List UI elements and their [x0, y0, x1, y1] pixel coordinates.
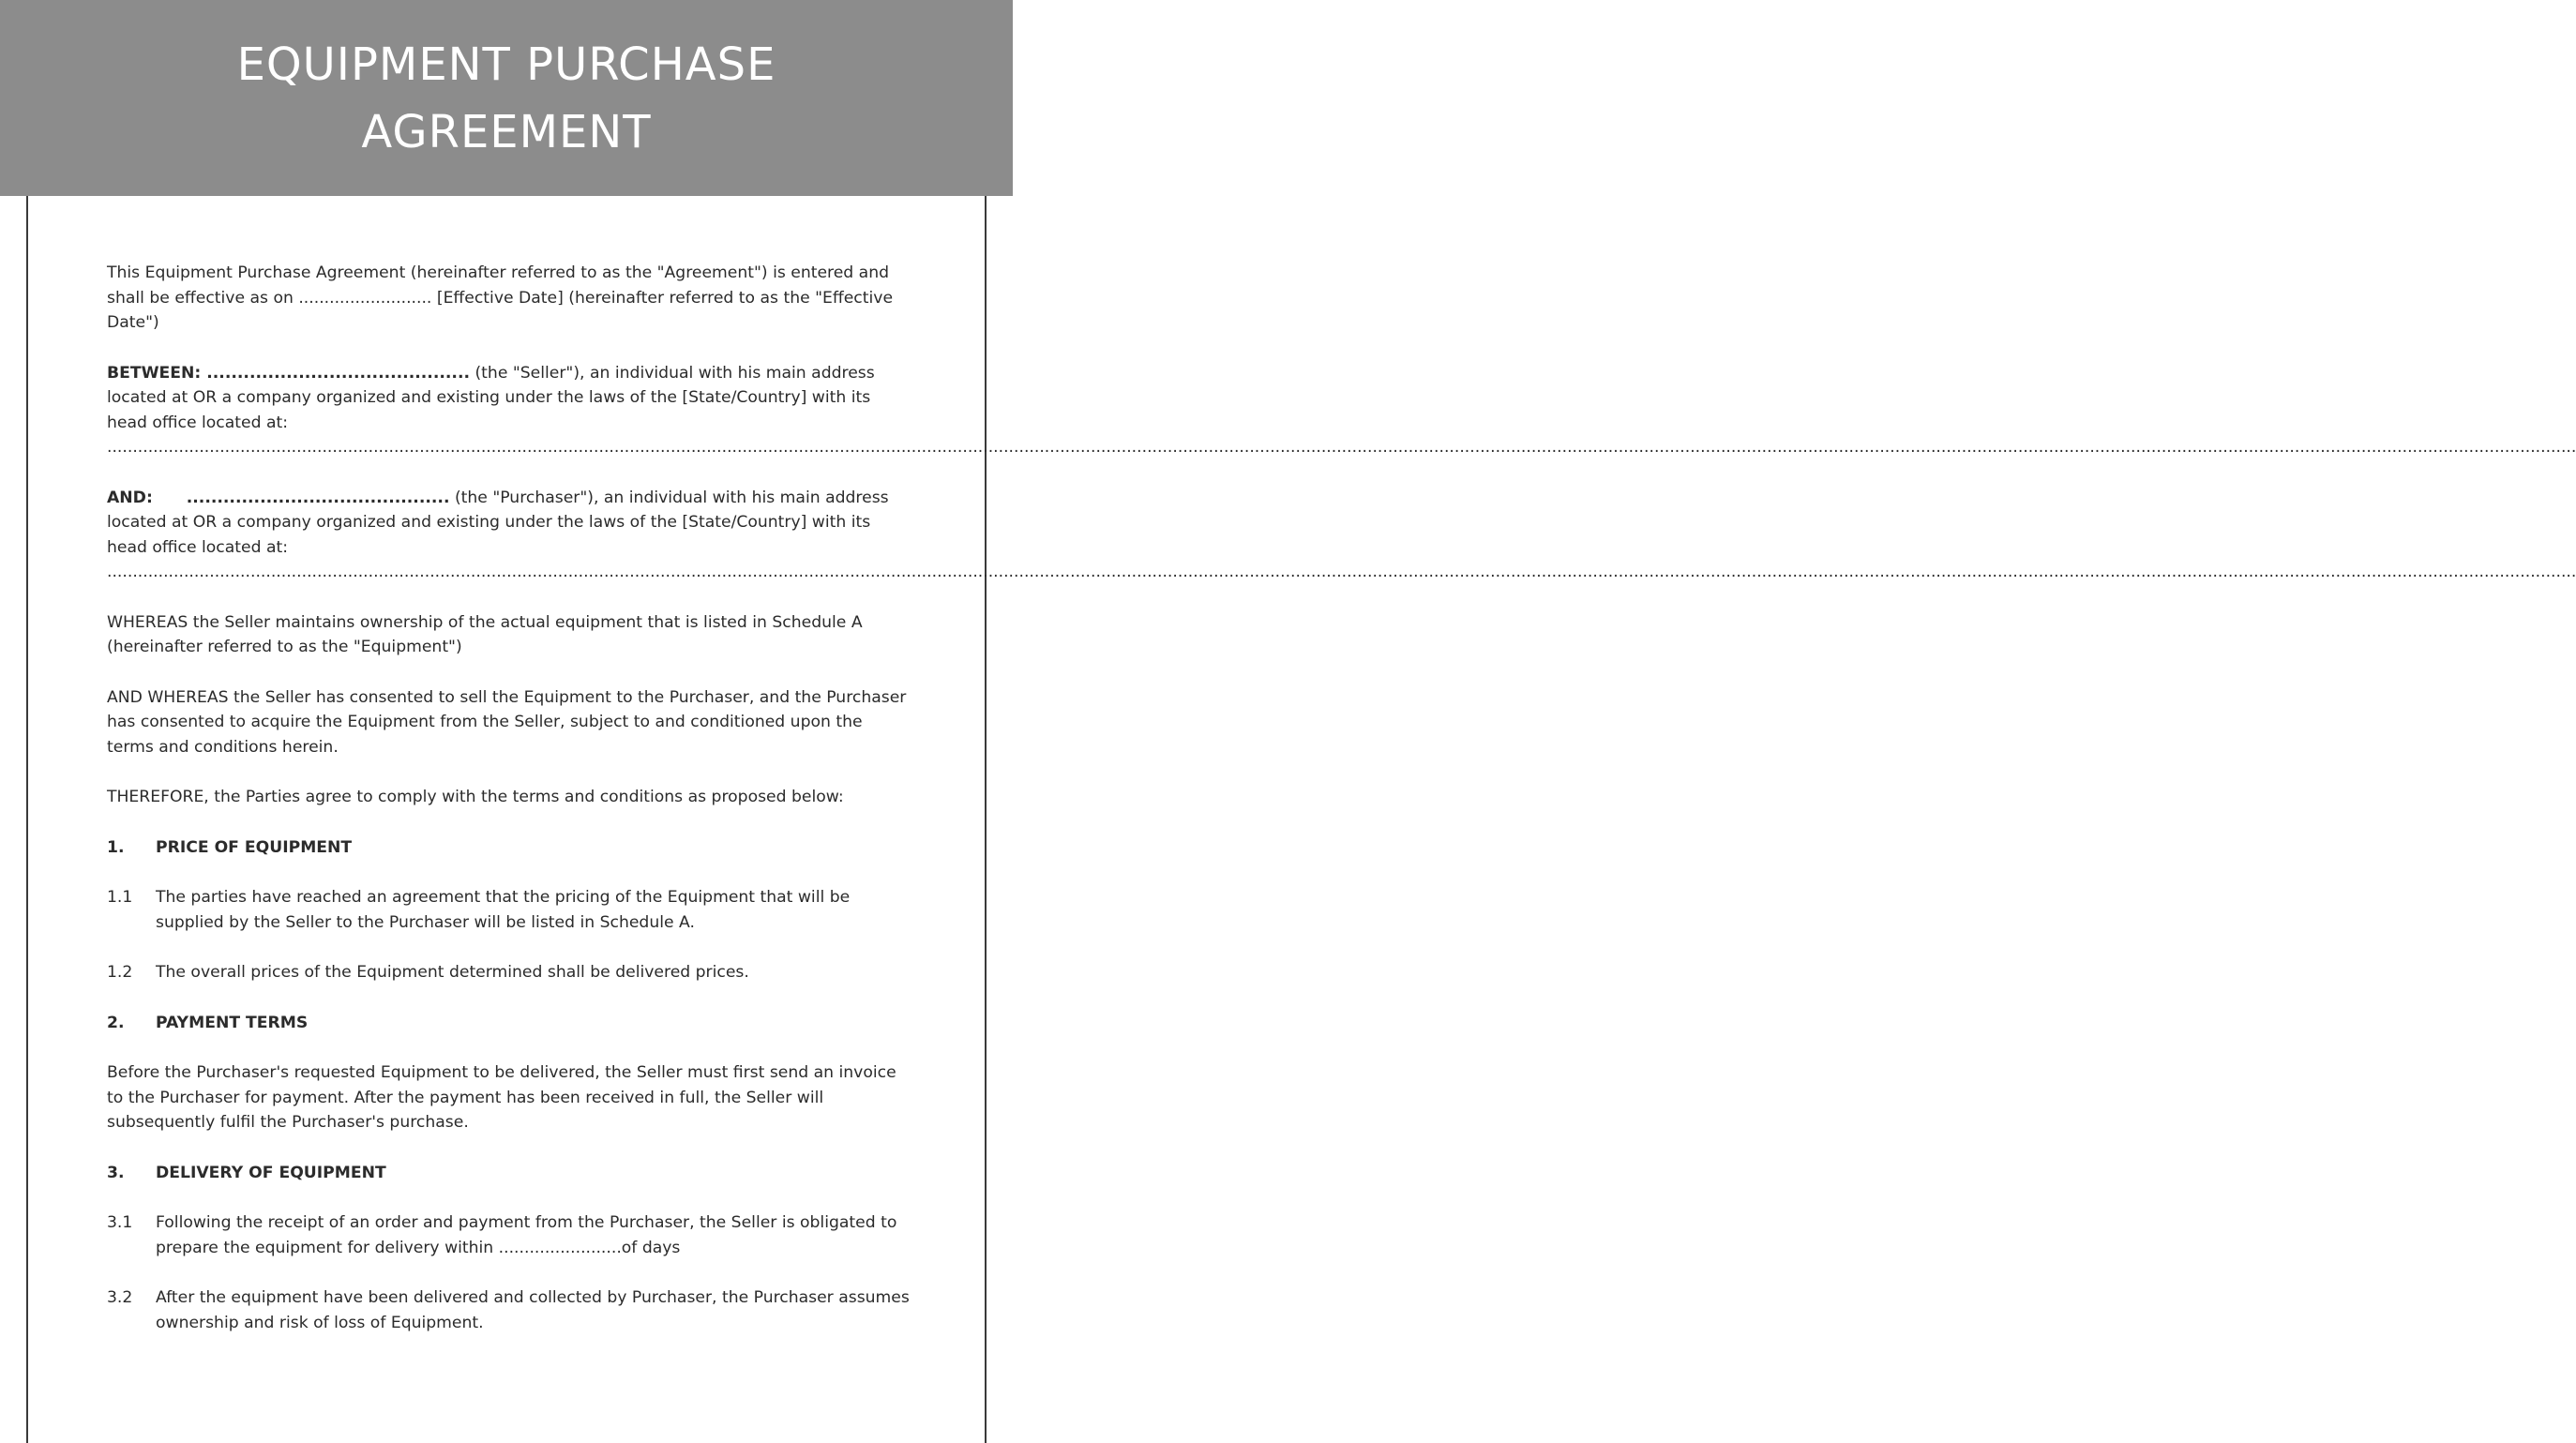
- purchaser-name-blank: ...........................................: [152, 488, 450, 507]
- section-3-heading: [107, 1161, 910, 1186]
- section-2-number: 2.: [107, 1013, 125, 1032]
- clause-3-2-text: After the equipment have been delivered and collected by Purchaser, the Purchaser assumes ownership and risk of loss of Equipment.: [156, 1288, 910, 1332]
- purchaser-label: AND:: [107, 488, 153, 507]
- title-banner: [0, 0, 1013, 196]
- section-3-title: DELIVERY OF EQUIPMENT: [156, 1163, 386, 1182]
- clause-3-1: [107, 1210, 910, 1260]
- section-2-body: Before the Purchaser's requested Equipment to be delivered, the Seller must first send an invoice to the Purchaser for payment. After the payment has been received in full, the Seller will subsequently fulfil the Purchaser's purchase.: [107, 1063, 896, 1132]
- section-1-title: PRICE OF EQUIPMENT: [156, 837, 353, 857]
- intro-paragraph: [107, 261, 910, 336]
- and-whereas-paragraph: AND WHEREAS the Seller has consented to sell the Equipment to the Purchaser, and the Purchaser has consented to acquire the Equipment from the Seller, subject to and conditioned upon the terms and conditions herein.: [107, 687, 907, 757]
- seller-address-blank: ..................................................................................................................................................................................................................................................................................................................................................................................................................................................................................................: [107, 438, 2576, 457]
- section-2-title: PAYMENT TERMS: [156, 1013, 309, 1032]
- seller-text: (the "Seller"), an individual with his main address located at OR a company organized and existing under the laws of the [State/Country] with its head office located at:: [107, 363, 875, 432]
- section-1-number: 1.: [107, 837, 125, 857]
- purchaser-address-blank: ..................................................................................................................................................................................................................................................................................................................................................................................................................................................................................................: [107, 563, 2576, 581]
- clause-3-2: [107, 1285, 910, 1335]
- clause-1-2-text: The overall prices of the Equipment determined shall be delivered prices.: [156, 963, 749, 982]
- document-title-line-2: AGREEMENT: [361, 105, 652, 158]
- section-3-number: 3.: [107, 1163, 125, 1182]
- effective-date-blank: ..........................: [298, 288, 432, 308]
- clause-1-2: [107, 960, 910, 985]
- purchaser-text: (the "Purchaser"), an individual with his main address located at OR a company organized and existing under the laws of the [State/Country] with its head office located at:: [107, 488, 889, 557]
- section-1-heading: [107, 835, 910, 861]
- seller-paragraph: [107, 361, 2576, 460]
- seller-label: BETWEEN:: [107, 363, 202, 383]
- clause-3-1-text: Following the receipt of an order and payment from the Purchaser, the Seller is obligated to prepare the equipment for delivery within ........................of days: [156, 1213, 897, 1257]
- clause-3-1-number: 3.1: [107, 1213, 133, 1232]
- clause-1-1: [107, 885, 910, 935]
- whereas-paragraph: WHEREAS the Seller maintains ownership of the actual equipment that is listed in Schedule A (hereinafter referred to as the "Equipment"): [107, 612, 863, 656]
- purchaser-paragraph: [107, 486, 2576, 585]
- clause-3-2-number: 3.2: [107, 1288, 133, 1307]
- clause-1-1-text: The parties have reached an agreement that the pricing of the Equipment that will be supplied by the Seller to the Purchaser will be listed in Schedule A.: [156, 888, 851, 932]
- therefore-paragraph: THEREFORE, the Parties agree to comply with the terms and conditions as proposed below:: [107, 788, 844, 806]
- intro-text-end: [Effective Date] (hereinafter referred to as the "Effective Date"): [107, 288, 894, 332]
- document-body: [107, 261, 2576, 1360]
- section-2-heading: [107, 1011, 910, 1036]
- clause-1-2-number: 1.2: [107, 963, 133, 982]
- seller-name-blank: ...........................................: [201, 363, 471, 383]
- document-title-line-1: EQUIPMENT PURCHASE: [236, 38, 776, 91]
- intro-text-start: This Equipment Purchase Agreement (hereinafter referred to as the "Agreement") is entered and shall be effective as on: [107, 263, 890, 308]
- clause-1-1-number: 1.1: [107, 888, 133, 907]
